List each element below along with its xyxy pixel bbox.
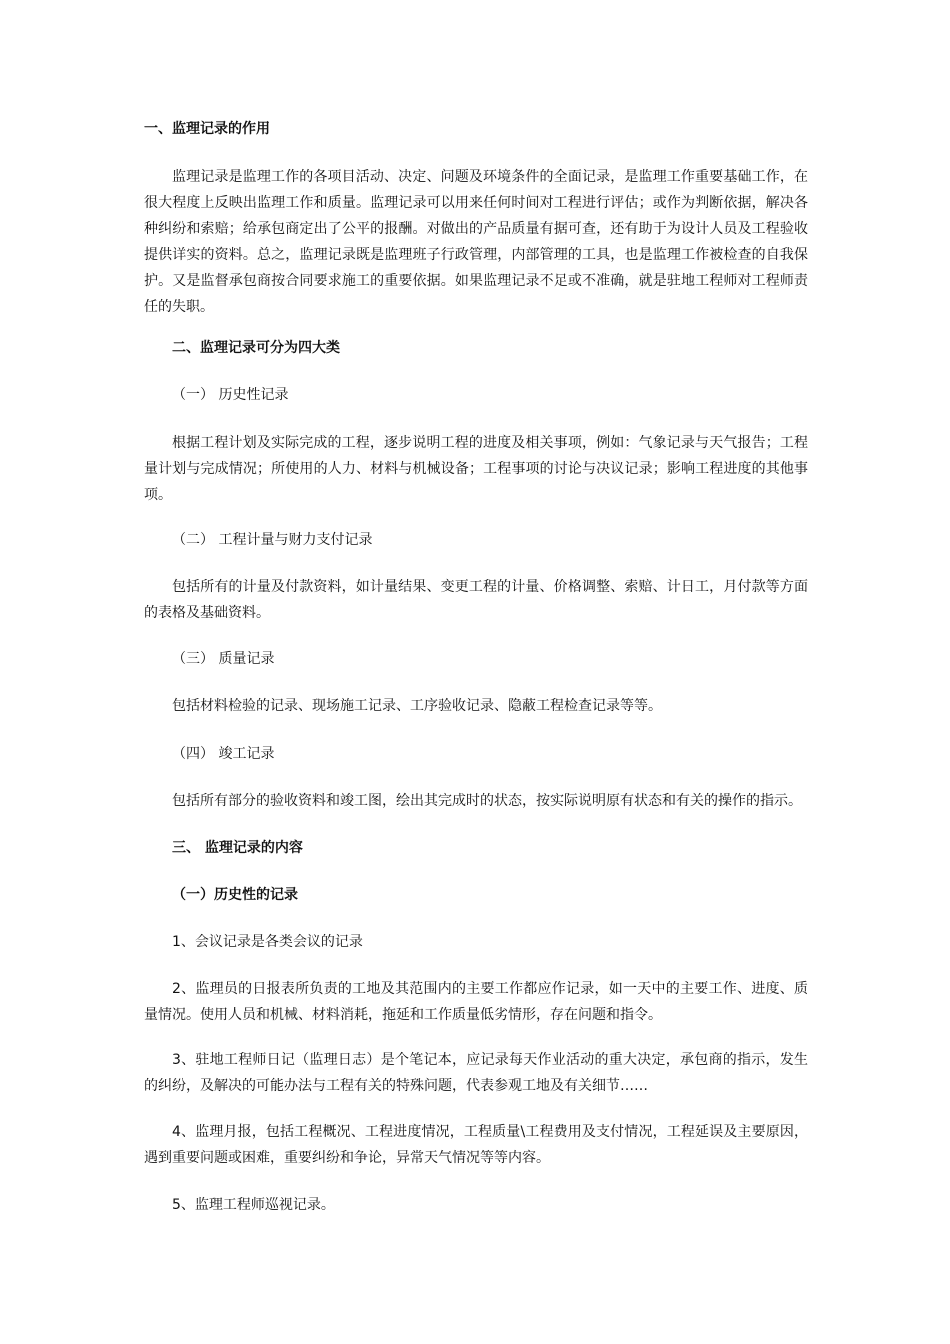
section-2-subheading-2: （二） 工程计量与财力支付记录 (172, 532, 373, 548)
section-3-item-4: 4、监理月报，包括工程概况、工程进度情况，工程质量\工程费用及支付情况，工程延误及主要原因，遇到重要问题或困难，重要纠纷和争论，异常天气情况等等内容。 (144, 1124, 808, 1166)
section-3-subheading-1: （一）历史性的记录 (172, 887, 298, 903)
section-2-paragraph-3: 包括材料检验的记录、现场施工记录、工序验收记录、隐蔽工程检查记录等等。 (172, 698, 662, 714)
section-3-item-5: 5、监理工程师巡视记录。 (172, 1197, 335, 1213)
section-2-paragraph-4: 包括所有部分的验收资料和竣工图，绘出其完成时的状态，按实际说明原有状态和有关的操作的指示。 (172, 793, 802, 809)
section-2-paragraph-2: 包括所有的计量及付款资料，如计量结果、变更工程的计量、价格调整、索赔、计日工，月付款等方面的表格及基础资料。 (144, 579, 808, 621)
section-2-subheading-4: （四） 竣工记录 (172, 746, 275, 762)
section-2-subheading-1: （一） 历史性记录 (172, 387, 289, 403)
section-2-heading: 二、监理记录可分为四大类 (172, 340, 340, 356)
section-2-subheading-3: （三） 质量记录 (172, 651, 275, 667)
section-2-paragraph-1: 根据工程计划及实际完成的工程，逐步说明工程的进度及相关事项，例如：气象记录与天气报告；工程量计划与完成情况；所使用的人力、材料与机械设备；工程事项的讨论与决议记录；影响工程进度的其他事项。 (144, 435, 808, 503)
section-3-item-3: 3、驻地工程师日记（监理日志）是个笔记本，应记录每天作业活动的重大决定，承包商的指示，发生的纠纷，及解决的可能办法与工程有关的特殊问题，代表参观工地及有关细节…… (144, 1052, 808, 1094)
section-1-paragraph: 监理记录是监理工作的各项目活动、决定、问题及环境条件的全面记录，是监理工作重要基础工作，在很大程度上反映出监理工作和质量。监理记录可以用来任何时间对工程进行评估；或作为判断依据，解决各种纠纷和索赔；给承包商定出了公平的报酬。对做出的产品质量有据可查，还有助于为设计人员及工程验收提供详实的资料。总之，监理记录既是监理班子行政管理，内部管理的工具，也是监理工作被检查的自我保护。又是监督承包商按合同要求施工的重要依据。如果监理记录不足或不准确，就是驻地工程师对工程师责任的失职。 (144, 169, 808, 315)
section-3-heading: 三、 监理记录的内容 (172, 840, 303, 856)
section-3-item-1: 1、会议记录是各类会议的记录 (172, 934, 363, 950)
section-3-item-2: 2、监理员的日报表所负责的工地及其范围内的主要工作都应作记录，如一天中的主要工作、进度、质量情况。使用人员和机械、材料消耗，拖延和工作质量低劣情形，存在问题和指令。 (144, 981, 808, 1023)
section-1-heading: 一、监理记录的作用 (144, 121, 270, 137)
